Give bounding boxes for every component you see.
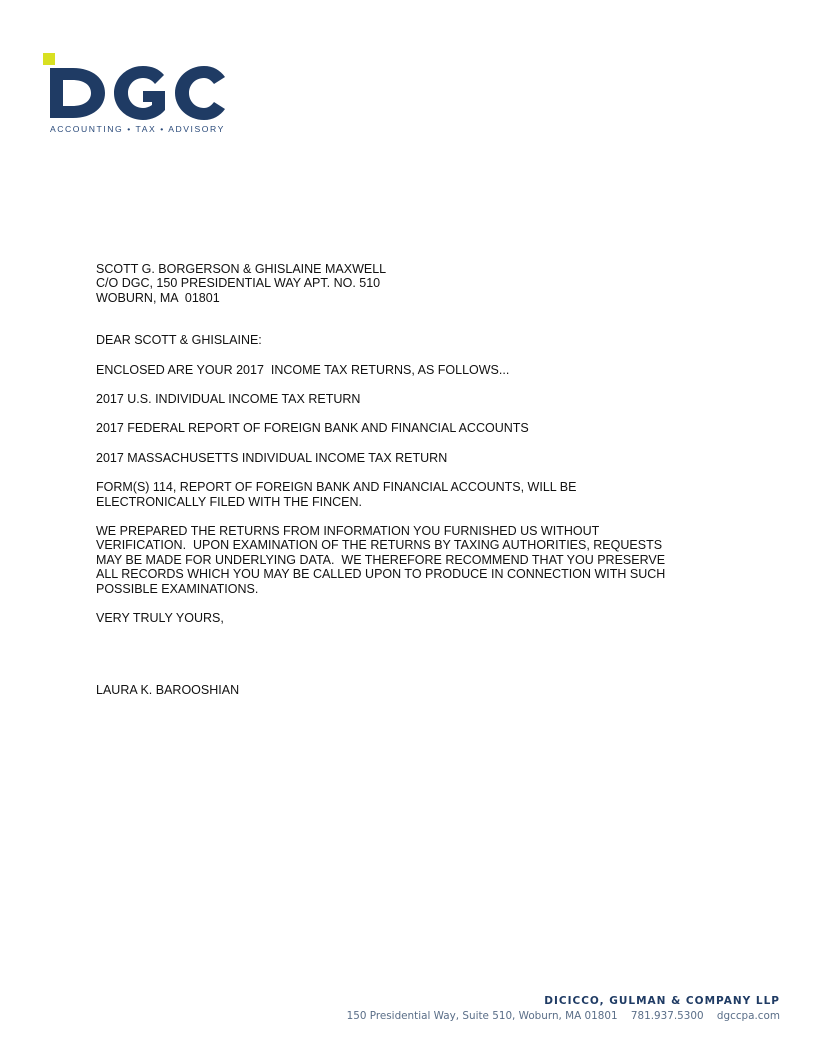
return-item: 2017 MASSACHUSETTS INDIVIDUAL INCOME TAX RETURN [96, 450, 448, 465]
letter-body [96, 262, 736, 697]
firm-phone: 781.937.5300 [630, 1010, 704, 1022]
firm-name: DICICCO, GULMAN & COMPANY LLP [544, 995, 780, 1007]
return-item: 2017 U.S. INDIVIDUAL INCOME TAX RETURN [96, 392, 361, 407]
letterhead-footer [347, 994, 780, 1024]
intro-paragraph: ENCLOSED ARE YOUR 2017 INCOME TAX RETURNS, AS FOLLOWS... [96, 362, 510, 377]
firm-website[interactable]: dgccpa.com [716, 1010, 780, 1022]
recipient-address [96, 262, 736, 305]
disclaimer-line-2: VERIFICATION. UPON EXAMINATION OF THE RETURNS BY TAXING AUTHORITIES, REQUESTS [96, 538, 663, 553]
recipient-line-1: SCOTT G. BORGERSON & GHISLAINE MAXWELL [96, 262, 387, 276]
recipient-line-3: WOBURN, MA 01801 [96, 290, 220, 305]
company-logo [43, 48, 233, 138]
firm-address: 150 Presidential Way, Suite 510, Woburn, MA 01801 [346, 1010, 618, 1022]
disclaimer-line-4: ALL RECORDS WHICH YOU MAY BE CALLED UPON TO PRODUCE IN CONNECTION WITH SUCH [96, 567, 666, 582]
disclaimer-line-5: POSSIBLE EXAMINATIONS. [96, 581, 259, 596]
fbar-paragraph [96, 480, 736, 509]
return-item: 2017 FEDERAL REPORT OF FOREIGN BANK AND FINANCIAL ACCOUNTS [96, 421, 529, 436]
fbar-line-2: ELECTRONICALLY FILED WITH THE FINCEN. [96, 494, 363, 509]
disclaimer-line-1: WE PREPARED THE RETURNS FROM INFORMATION YOU FURNISHED US WITHOUT [96, 524, 600, 539]
disclaimer-line-3: MAY BE MADE FOR UNDERLYING DATA. WE THEREFORE RECOMMEND THAT YOU PRESERVE [96, 552, 666, 567]
logo-tagline: ACCOUNTING • TAX • ADVISORY [50, 124, 225, 134]
salutation: DEAR SCOTT & GHISLAINE: [96, 333, 262, 348]
dgc-logo-mark [43, 48, 233, 120]
closing: VERY TRULY YOURS, [96, 611, 224, 626]
recipient-line-2: C/O DGC, 150 PRESIDENTIAL WAY APT. NO. 510 [96, 276, 381, 291]
signer-name: LAURA K. BAROOSHIAN [96, 682, 240, 697]
disclaimer-paragraph [96, 524, 736, 596]
firm-contact [347, 1008, 780, 1024]
fbar-line-1: FORM(S) 114, REPORT OF FOREIGN BANK AND FINANCIAL ACCOUNTS, WILL BE [96, 480, 577, 495]
